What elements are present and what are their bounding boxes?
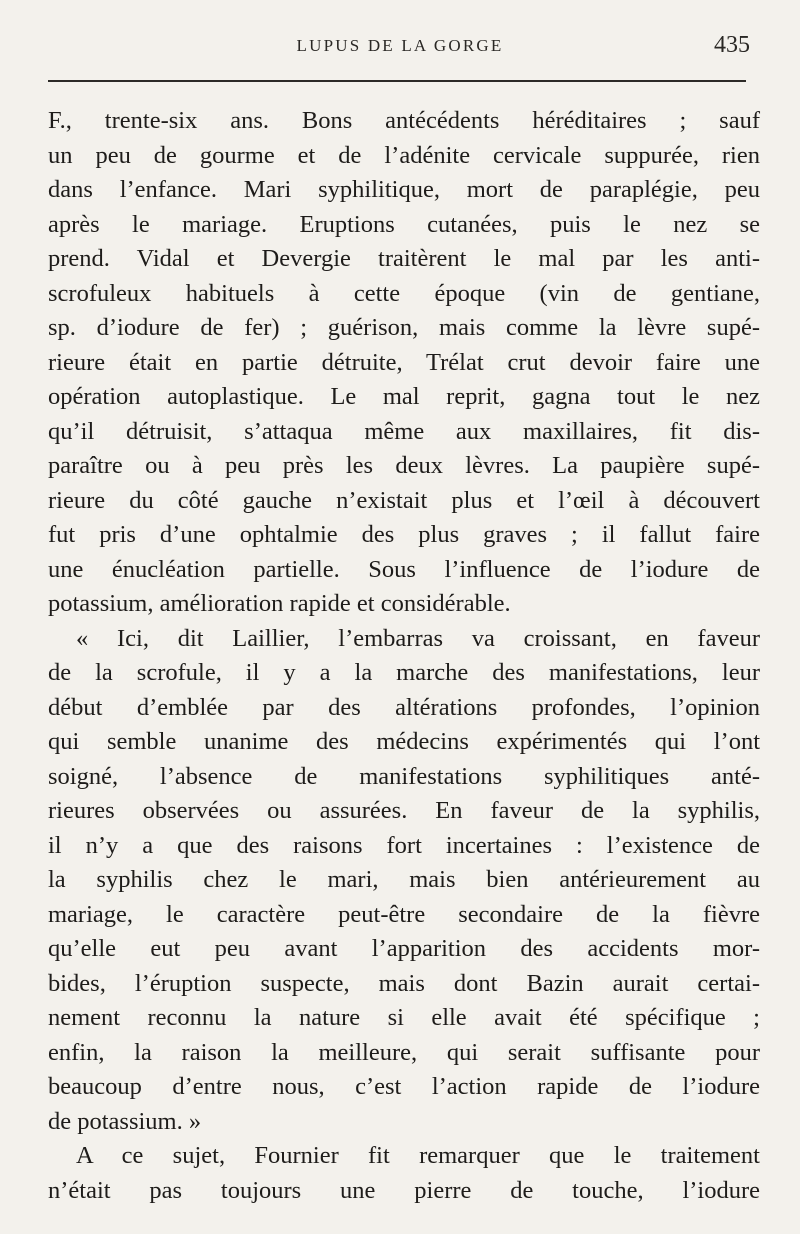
running-head	[48, 32, 752, 62]
text-line: début d’emblée par des altérations profondes, l’opinion	[48, 693, 760, 721]
text-line: fut pris d’une ophtalmie des plus graves ; il fallut faire	[48, 521, 760, 548]
text-line: enfin, la raison la meilleure, qui serait suffisante pour	[48, 1038, 760, 1066]
text-line: sp. d’iodure de fer) ; guérison, mais comme la lèvre supé-	[48, 314, 760, 341]
text-line: après le mariage. Eruptions cutanées, puis le nez se	[48, 210, 760, 238]
text-line: paraître ou à peu près les deux lèvres. La paupière supé-	[48, 452, 760, 479]
text-line: nement reconnu la nature si elle avait été spécifique ;	[48, 1004, 760, 1031]
text-line: qu’elle eut peu avant l’apparition des accidents mor-	[48, 935, 760, 962]
text-line: rieures observées ou assurées. En faveur de la syphilis,	[48, 797, 760, 824]
text-line: « Ici, dit Laillier, l’embarras va croissant, en faveur	[76, 624, 760, 652]
text-line: qu’il détruisit, s’attaqua même aux maxillaires, fit dis-	[48, 417, 760, 445]
page-number: 435	[714, 32, 750, 58]
body-text	[48, 104, 760, 1208]
text-line: beaucoup d’entre nous, c’est l’action rapide de l’iodure	[48, 1073, 760, 1100]
text-line: n’était pas toujours une pierre de touche, l’iodure	[48, 1176, 760, 1204]
text-line: prend. Vidal et Devergie traitèrent le mal par les anti-	[48, 245, 760, 272]
text-line: dans l’enfance. Mari syphilitique, mort de paraplégie, peu	[48, 176, 760, 203]
text-line: rieure du côté gauche n’existait plus et l’œil à découvert	[48, 486, 760, 514]
text-line: la syphilis chez le mari, mais bien antérieurement au	[48, 866, 760, 893]
text-line: scrofuleux habituels à cette époque (vin de gentiane,	[48, 279, 760, 307]
text-line: de potassium. »	[48, 1107, 202, 1135]
text-line: bides, l’éruption suspecte, mais dont Bazin aurait certai-	[48, 969, 760, 997]
text-line: rieure était en partie détruite, Trélat crut devoir faire une	[48, 348, 760, 376]
text-line: mariage, le caractère peut-être secondaire de la fièvre	[48, 900, 760, 928]
text-line: potassium, amélioration rapide et considérable.	[48, 590, 511, 617]
text-line: de la scrofule, il y a la marche des manifestations, leur	[48, 659, 760, 686]
text-line: opération autoplastique. Le mal reprit, gagna tout le nez	[48, 383, 760, 410]
text-line: soigné, l’absence de manifestations syphilitiques anté-	[48, 762, 760, 790]
text-line: qui semble unanime des médecins expérimentés qui l’ont	[48, 728, 760, 755]
text-line: il n’y a que des raisons fort incertaines : l’existence de	[48, 831, 760, 859]
text-line: une énucléation partielle. Sous l’influence de l’iodure de	[48, 555, 760, 583]
text-line: A ce sujet, Fournier fit remarquer que le traitement	[76, 1142, 760, 1169]
text-line: un peu de gourme et de l’adénite cervicale suppurée, rien	[48, 141, 760, 169]
header-rule	[48, 80, 746, 82]
text-line: F., trente-six ans. Bons antécédents héréditaires ; sauf	[48, 107, 760, 134]
running-title: LUPUS DE LA GORGE	[296, 36, 504, 55]
